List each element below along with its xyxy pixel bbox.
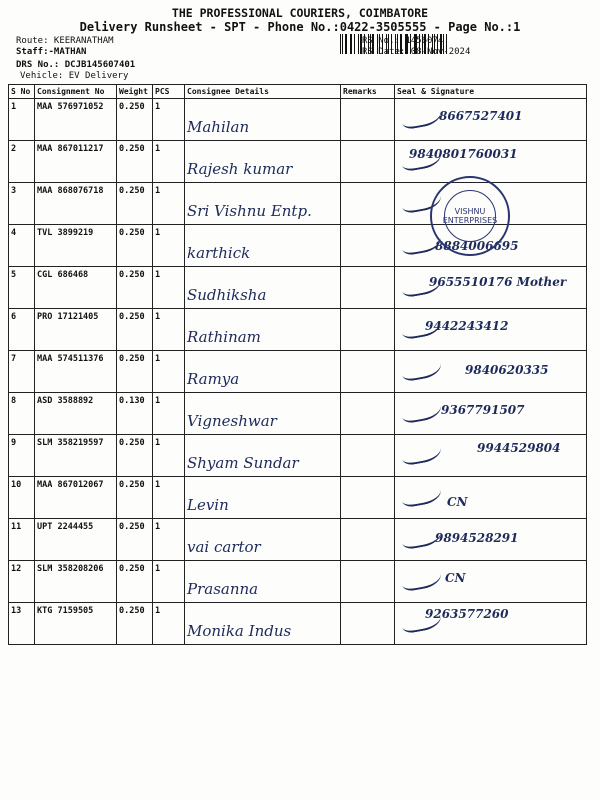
cell-consignment: MAA 867011217	[35, 141, 117, 183]
cell-remarks	[341, 309, 395, 351]
cell-sno: 1	[9, 99, 35, 141]
cell-consignment: CGL 686468	[35, 267, 117, 309]
signature-text: CN	[447, 495, 468, 509]
table-row	[9, 141, 587, 183]
drs-number: DRS No.: DCJB145607401	[16, 60, 136, 70]
cell-signature	[395, 267, 587, 309]
cell-consignee: Sudhiksha	[185, 267, 341, 309]
cell-weight: 0.250	[117, 141, 153, 183]
cell-pcs: 1	[153, 309, 185, 351]
cell-consignment: PRO 17121405	[35, 309, 117, 351]
signature-text: 9944529804	[477, 441, 561, 455]
document-title: THE PROFESSIONAL COURIERS, COIMBATORE	[171, 6, 429, 20]
table-row	[9, 603, 587, 645]
table-row	[9, 561, 587, 603]
cell-signature	[395, 99, 587, 141]
cell-remarks	[341, 519, 395, 561]
cell-consignee: Sri Vishnu Entp.	[185, 183, 341, 225]
header-signature: Seal & Signature	[395, 85, 587, 99]
table-row	[9, 267, 587, 309]
header-consignee: Consignee Details	[185, 85, 341, 99]
cell-signature	[395, 393, 587, 435]
table-row	[9, 393, 587, 435]
barcode-bar	[345, 34, 347, 54]
table-row	[9, 99, 587, 141]
cell-remarks	[341, 561, 395, 603]
signature-text: 9655510176 Mother	[429, 275, 567, 289]
cell-sno: 12	[9, 561, 35, 603]
cell-weight: 0.250	[117, 351, 153, 393]
rs-number: RS No.: 1456074	[362, 36, 444, 46]
cell-pcs: 1	[153, 267, 185, 309]
cell-signature	[395, 561, 587, 603]
cell-weight: 0.250	[117, 309, 153, 351]
cell-consignment: MAA 576971052	[35, 99, 117, 141]
header-weight: Weight	[117, 85, 153, 99]
cell-remarks	[341, 351, 395, 393]
signature-text: 9367791507	[441, 403, 525, 417]
cell-weight: 0.250	[117, 225, 153, 267]
table-header-row	[9, 85, 587, 99]
cell-consignee: Monika Indus	[185, 603, 341, 645]
table-row	[9, 309, 587, 351]
cell-pcs: 1	[153, 351, 185, 393]
cell-weight: 0.250	[117, 519, 153, 561]
signature-scrawl	[399, 100, 443, 131]
staff-label: Staff:-MATHAN	[16, 47, 87, 57]
cell-consignee: Rajesh kumar	[185, 141, 341, 183]
signature-scrawl	[399, 478, 443, 509]
cell-weight: 0.250	[117, 561, 153, 603]
cell-sno: 5	[9, 267, 35, 309]
header-pcs: PCS	[153, 85, 185, 99]
cell-remarks	[341, 477, 395, 519]
cell-pcs: 1	[153, 561, 185, 603]
cell-weight: 0.250	[117, 435, 153, 477]
signature-scrawl	[399, 394, 443, 425]
cell-pcs: 1	[153, 477, 185, 519]
cell-pcs: 1	[153, 393, 185, 435]
cell-sno: 4	[9, 225, 35, 267]
table-row	[9, 477, 587, 519]
signature-text: CN	[445, 571, 466, 585]
cell-remarks	[341, 183, 395, 225]
cell-signature	[395, 435, 587, 477]
cell-remarks	[341, 267, 395, 309]
signature-scrawl	[399, 562, 443, 593]
cell-signature	[395, 519, 587, 561]
cell-consignment: UPT 2244455	[35, 519, 117, 561]
cell-consignee: Mahilan	[185, 99, 341, 141]
cell-signature	[395, 477, 587, 519]
cell-sno: 8	[9, 393, 35, 435]
cell-signature	[395, 351, 587, 393]
cell-consignment: SLM 358208206	[35, 561, 117, 603]
cell-consignee: Prasanna	[185, 561, 341, 603]
cell-sno: 9	[9, 435, 35, 477]
cell-weight: 0.250	[117, 603, 153, 645]
cell-consignee: Vigneshwar	[185, 393, 341, 435]
company-seal	[430, 176, 510, 256]
signature-scrawl	[399, 352, 443, 383]
cell-pcs: 1	[153, 99, 185, 141]
barcode-bar	[342, 34, 343, 54]
barcode-bar	[351, 34, 352, 54]
signature-text: 8667527401	[439, 109, 523, 123]
cell-sno: 6	[9, 309, 35, 351]
barcode-bar	[354, 34, 355, 54]
header-consignment: Consignment No	[35, 85, 117, 99]
cell-consignment: MAA 574511376	[35, 351, 117, 393]
cell-weight: 0.250	[117, 99, 153, 141]
cell-sno: 2	[9, 141, 35, 183]
signature-text: 9894528291	[435, 531, 519, 545]
cell-sno: 11	[9, 519, 35, 561]
cell-consignee: Levin	[185, 477, 341, 519]
cell-weight: 0.130	[117, 393, 153, 435]
signature-text: 9442243412	[425, 319, 509, 333]
header-remarks: Remarks	[341, 85, 395, 99]
document-subtitle: Delivery Runsheet - SPT - Phone No.:0422-3505555 - Page No.:1	[79, 20, 521, 34]
signature-text: 8884006695	[435, 239, 519, 253]
cell-signature	[395, 603, 587, 645]
barcode-bar	[340, 34, 341, 54]
barcode-bar	[358, 34, 359, 54]
cell-remarks	[341, 225, 395, 267]
cell-consignment: MAA 867012067	[35, 477, 117, 519]
signature-text: 9840801760031	[409, 147, 518, 161]
cell-sno: 7	[9, 351, 35, 393]
cell-consignee: vai cartor	[185, 519, 341, 561]
cell-pcs: 1	[153, 141, 185, 183]
cell-consignment: ASD 3588892	[35, 393, 117, 435]
cell-consignee: Ramya	[185, 351, 341, 393]
cell-weight: 0.250	[117, 477, 153, 519]
cell-sno: 3	[9, 183, 35, 225]
cell-sno: 13	[9, 603, 35, 645]
signature-text: 9263577260	[425, 607, 509, 621]
barcode-bar	[350, 34, 351, 54]
route-label: Route: KEERANATHAM	[16, 36, 114, 46]
cell-consignment: MAA 868076718	[35, 183, 117, 225]
cell-remarks	[341, 435, 395, 477]
vehicle-label: Vehicle: EV Delivery	[20, 71, 129, 81]
runsheet-table	[8, 84, 587, 645]
table-row	[9, 435, 587, 477]
cell-consignee: Rathinam	[185, 309, 341, 351]
cell-sno: 10	[9, 477, 35, 519]
signature-scrawl	[399, 436, 443, 467]
cell-consignment: SLM 358219597	[35, 435, 117, 477]
cell-pcs: 1	[153, 519, 185, 561]
cell-signature	[395, 141, 587, 183]
cell-remarks	[341, 99, 395, 141]
cell-pcs: 1	[153, 603, 185, 645]
cell-consignee: karthick	[185, 225, 341, 267]
cell-remarks	[341, 393, 395, 435]
cell-signature	[395, 309, 587, 351]
rs-date: RS Date: 08-Nov-2024	[362, 47, 471, 57]
signature-text: 9840620335	[465, 363, 549, 377]
cell-pcs: 1	[153, 225, 185, 267]
cell-remarks	[341, 603, 395, 645]
seal-text: VISHNU ENTERPRISES	[444, 190, 496, 242]
cell-consignment: TVL 3899219	[35, 225, 117, 267]
cell-pcs: 1	[153, 435, 185, 477]
cell-consignment: KTG 7159505	[35, 603, 117, 645]
table-row	[9, 351, 587, 393]
cell-weight: 0.250	[117, 267, 153, 309]
header-sno: S No	[9, 85, 35, 99]
cell-pcs: 1	[153, 183, 185, 225]
table-row	[9, 519, 587, 561]
cell-consignee: Shyam Sundar	[185, 435, 341, 477]
cell-remarks	[341, 141, 395, 183]
cell-weight: 0.250	[117, 183, 153, 225]
